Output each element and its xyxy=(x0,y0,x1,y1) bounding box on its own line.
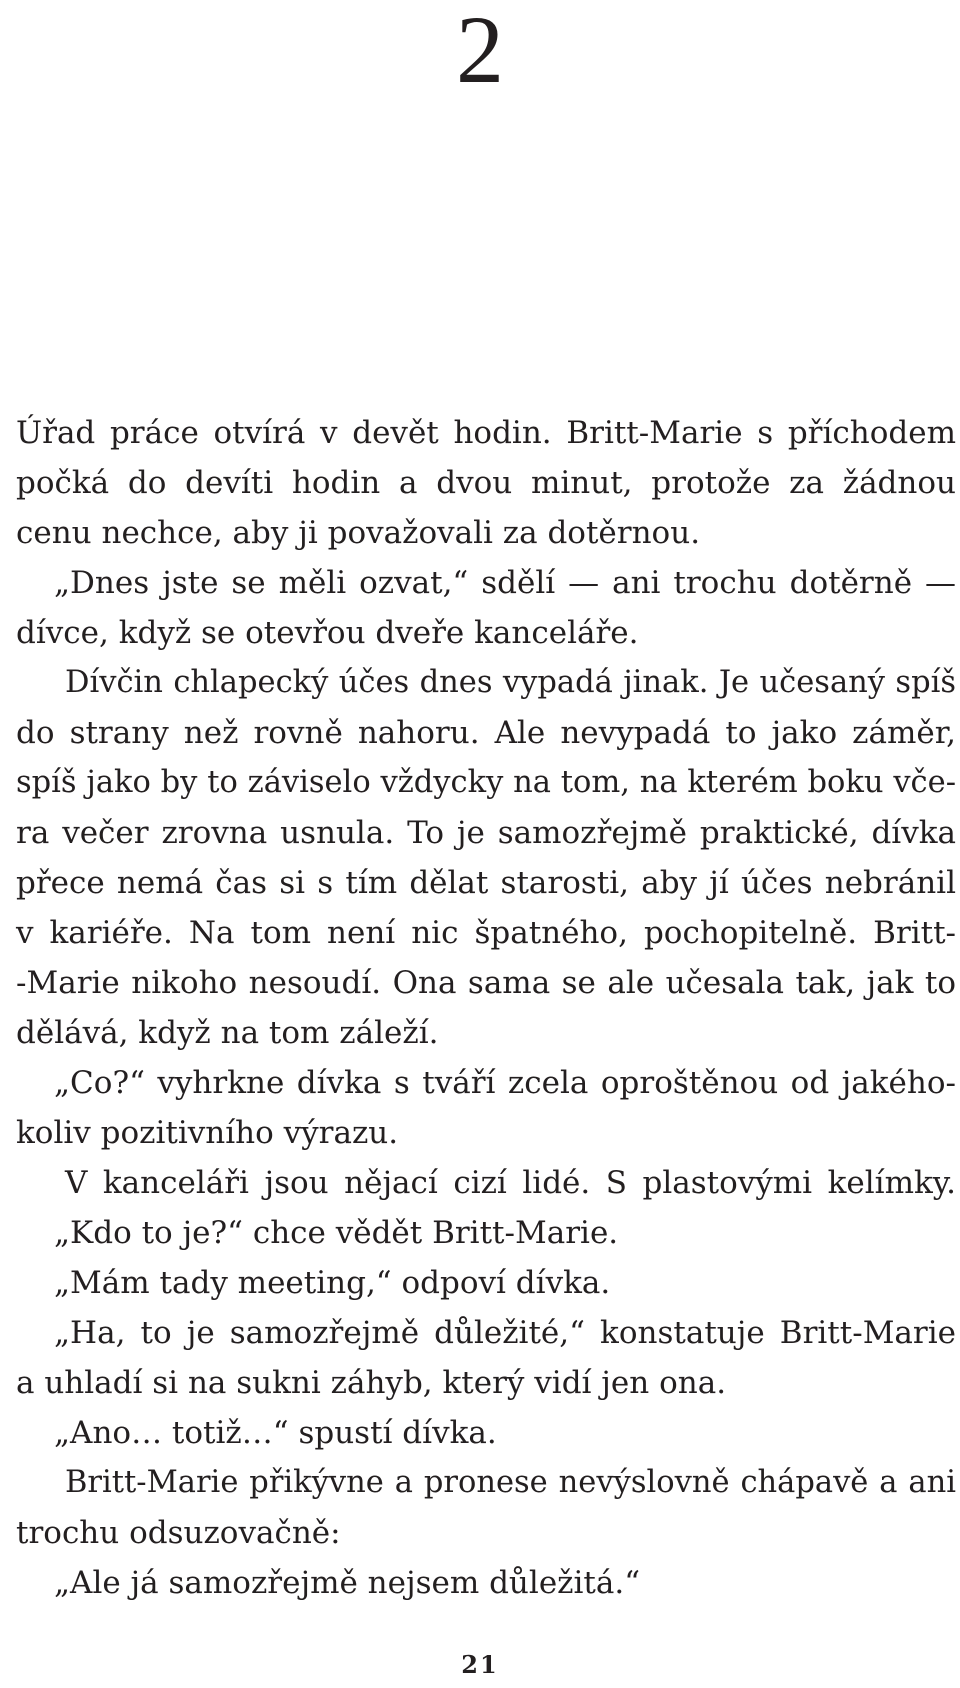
text-line: „Mám tady meeting,“ odpoví dívka. xyxy=(54,1265,611,1301)
chapter-body-text xyxy=(16,408,956,1608)
text-line: „Dnes jste se měli ozvat,“ sdělí — ani trochu dotěrně — xyxy=(54,565,956,601)
chapter-number: 2 xyxy=(456,0,504,103)
text-line: spíš jako by to záviselo vždycky na tom, na kterém boku vče- xyxy=(16,765,956,800)
text-line: „Ha, to je samozřejmě důležité,“ konstatuje Britt-Marie xyxy=(54,1315,956,1351)
text-line: Dívčin chlapecký účes dnes vypadá jinak. Je učesaný spíš xyxy=(65,665,956,700)
text-line: „Kdo to je?“ chce vědět Britt-Marie. xyxy=(54,1215,619,1251)
text-line: dívce, když se otevřou dveře kanceláře. xyxy=(16,615,639,651)
text-line: Britt-Marie přikývne a pronese nevýslovně chápavě a ani xyxy=(65,1465,956,1500)
text-line: „Co?“ vyhrkne dívka s tváří zcela oproštěnou od jakého- xyxy=(54,1065,956,1101)
text-line: dělává, když na tom záleží. xyxy=(16,1015,439,1051)
text-line: do strany než rovně nahoru. Ale nevypadá to jako záměr, xyxy=(16,715,956,751)
text-line: ra večer zrovna usnula. To je samozřejmě praktické, dívka xyxy=(16,815,956,851)
text-line: počká do devíti hodin a dvou minut, protože za žádnou xyxy=(16,465,956,501)
text-line: a uhladí si na sukni záhyb, který vidí jen ona. xyxy=(16,1365,727,1401)
text-line: -Marie nikoho nesoudí. Ona sama se ale učesala tak, jak to xyxy=(16,965,956,1001)
text-line: trochu odsuzovačně: xyxy=(16,1515,341,1551)
text-line: V kanceláři jsou nějací cizí lidé. S plastovými kelímky. xyxy=(65,1165,956,1201)
text-line: „Ano… totiž…“ spustí dívka. xyxy=(54,1415,497,1451)
text-line: koliv pozitivního výrazu. xyxy=(16,1115,399,1151)
text-line: přece nemá čas si s tím dělat starosti, aby jí účes nebránil xyxy=(16,865,956,901)
page-number: 21 xyxy=(461,1650,499,1679)
text-line: „Ale já samozřejmě nejsem důležitá.“ xyxy=(54,1565,641,1601)
text-line: Úřad práce otvírá v devět hodin. Britt-Marie s příchodem xyxy=(16,415,956,451)
text-line: v kariéře. Na tom není nic špatného, pochopitelně. Britt- xyxy=(16,915,956,951)
text-line: cenu nechce, aby ji považovali za dotěrnou. xyxy=(16,515,701,551)
